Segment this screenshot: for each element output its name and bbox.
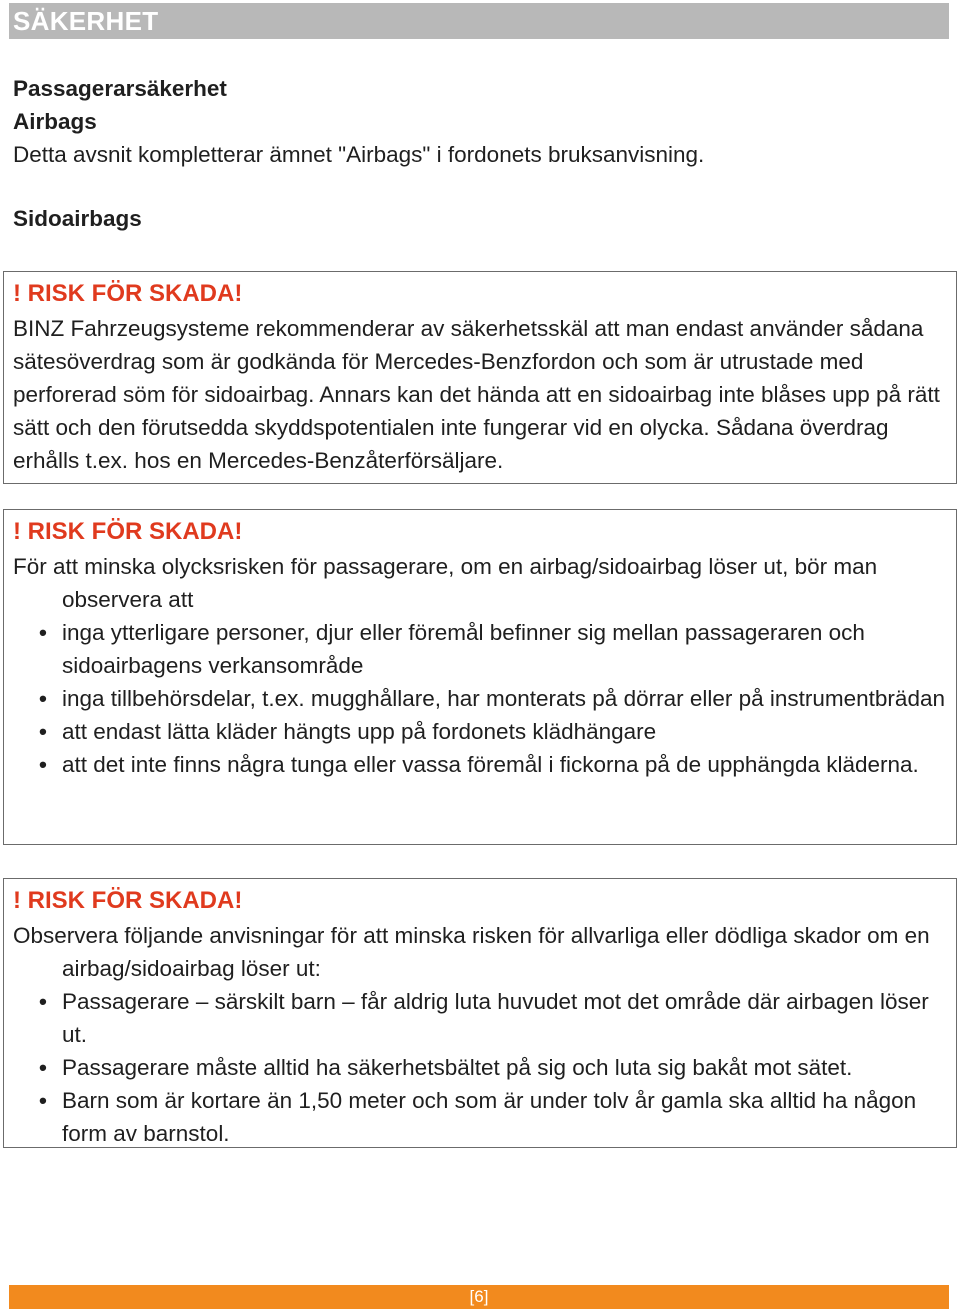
warning-title: ! RISK FÖR SKADA! <box>13 518 243 545</box>
list-item-text: Passagerare måste alltid ha säkerhetsbältet på sig och luta sig bakåt mot sätet. <box>62 1055 853 1080</box>
warning-box-serious-injury <box>3 878 957 1148</box>
list-item <box>13 715 946 748</box>
heading-side-airbags: Sidoairbags <box>13 206 142 231</box>
list-item-text: att endast lätta kläder hängts upp på fordonets klädhängare <box>62 719 657 744</box>
bullet-icon: • <box>39 1088 47 1113</box>
list-item <box>13 748 946 781</box>
list-item <box>13 616 946 682</box>
list-item-text: inga ytterligare personer, djur eller föremål befinner sig mellan passageraren och sidoairbagens verkansområde <box>62 620 865 678</box>
section-title: SÄKERHET <box>13 6 159 36</box>
warning-title: ! RISK FÖR SKADA! <box>13 280 243 307</box>
bullet-icon: • <box>39 620 47 645</box>
bullet-icon: • <box>39 686 47 711</box>
list-item <box>13 985 946 1051</box>
heading-passenger-safety: Passagerarsäkerhet <box>13 76 227 101</box>
warning-box-seat-covers <box>3 271 957 484</box>
page-number: [6] <box>469 1287 489 1306</box>
warning-bullet-list <box>13 985 946 1150</box>
list-item <box>13 682 946 715</box>
heading-airbags: Airbags <box>13 109 97 134</box>
footer-bar <box>9 1285 949 1309</box>
warning-bullet-list <box>13 616 946 781</box>
warning-text: Observera följande anvisningar för att minska risken för allvarliga eller dödliga skador om en airbag/sidoairbag löser ut: <box>13 923 930 981</box>
list-item-text: inga tillbehörsdelar, t.ex. mugghållare, har monterats på dörrar eller på instrumentbrädan <box>62 686 945 711</box>
list-item-text: Passagerare – särskilt barn – får aldrig luta huvudet mot det område där airbagen löser ut. <box>62 989 929 1047</box>
intro-description: Detta avsnit kompletterar ämnet "Airbags" i fordonets bruksanvisning. <box>13 142 705 167</box>
warning-text: BINZ Fahrzeugsysteme rekommenderar av säkerhetsskäl att man endast använder sådana sätesöverdrag som är godkända för Mercedes-Benzfordon och som är utrustade med perforerad söm för sidoairbag. Annars kan det hända att en sidoairbag inte blåses upp på rätt sätt och den förutsedda skyddspotentialen inte fungerar vid en olycka. Sådana överdrag erhålls t.ex. hos en Mercedes-Benzåterförsäljare. <box>13 316 940 473</box>
list-item-text: Barn som är kortare än 1,50 meter och som är under tolv år gamla ska alltid ha någon form av barnstol. <box>62 1088 917 1146</box>
section-header <box>9 3 949 39</box>
list-item <box>13 1051 946 1084</box>
warning-title: ! RISK FÖR SKADA! <box>13 887 243 914</box>
list-item-text: att det inte finns några tunga eller vassa föremål i fickorna på de upphängda kläderna. <box>62 752 919 777</box>
intro-section <box>13 72 943 235</box>
warning-box-accident-risk <box>3 509 957 845</box>
list-item <box>13 1084 946 1150</box>
bullet-icon: • <box>39 719 47 744</box>
bullet-icon: • <box>39 752 47 777</box>
bullet-icon: • <box>39 989 47 1014</box>
bullet-icon: • <box>39 1055 47 1080</box>
warning-text: För att minska olycksrisken för passagerare, om en airbag/sidoairbag löser ut, bör man observera att <box>13 554 878 612</box>
